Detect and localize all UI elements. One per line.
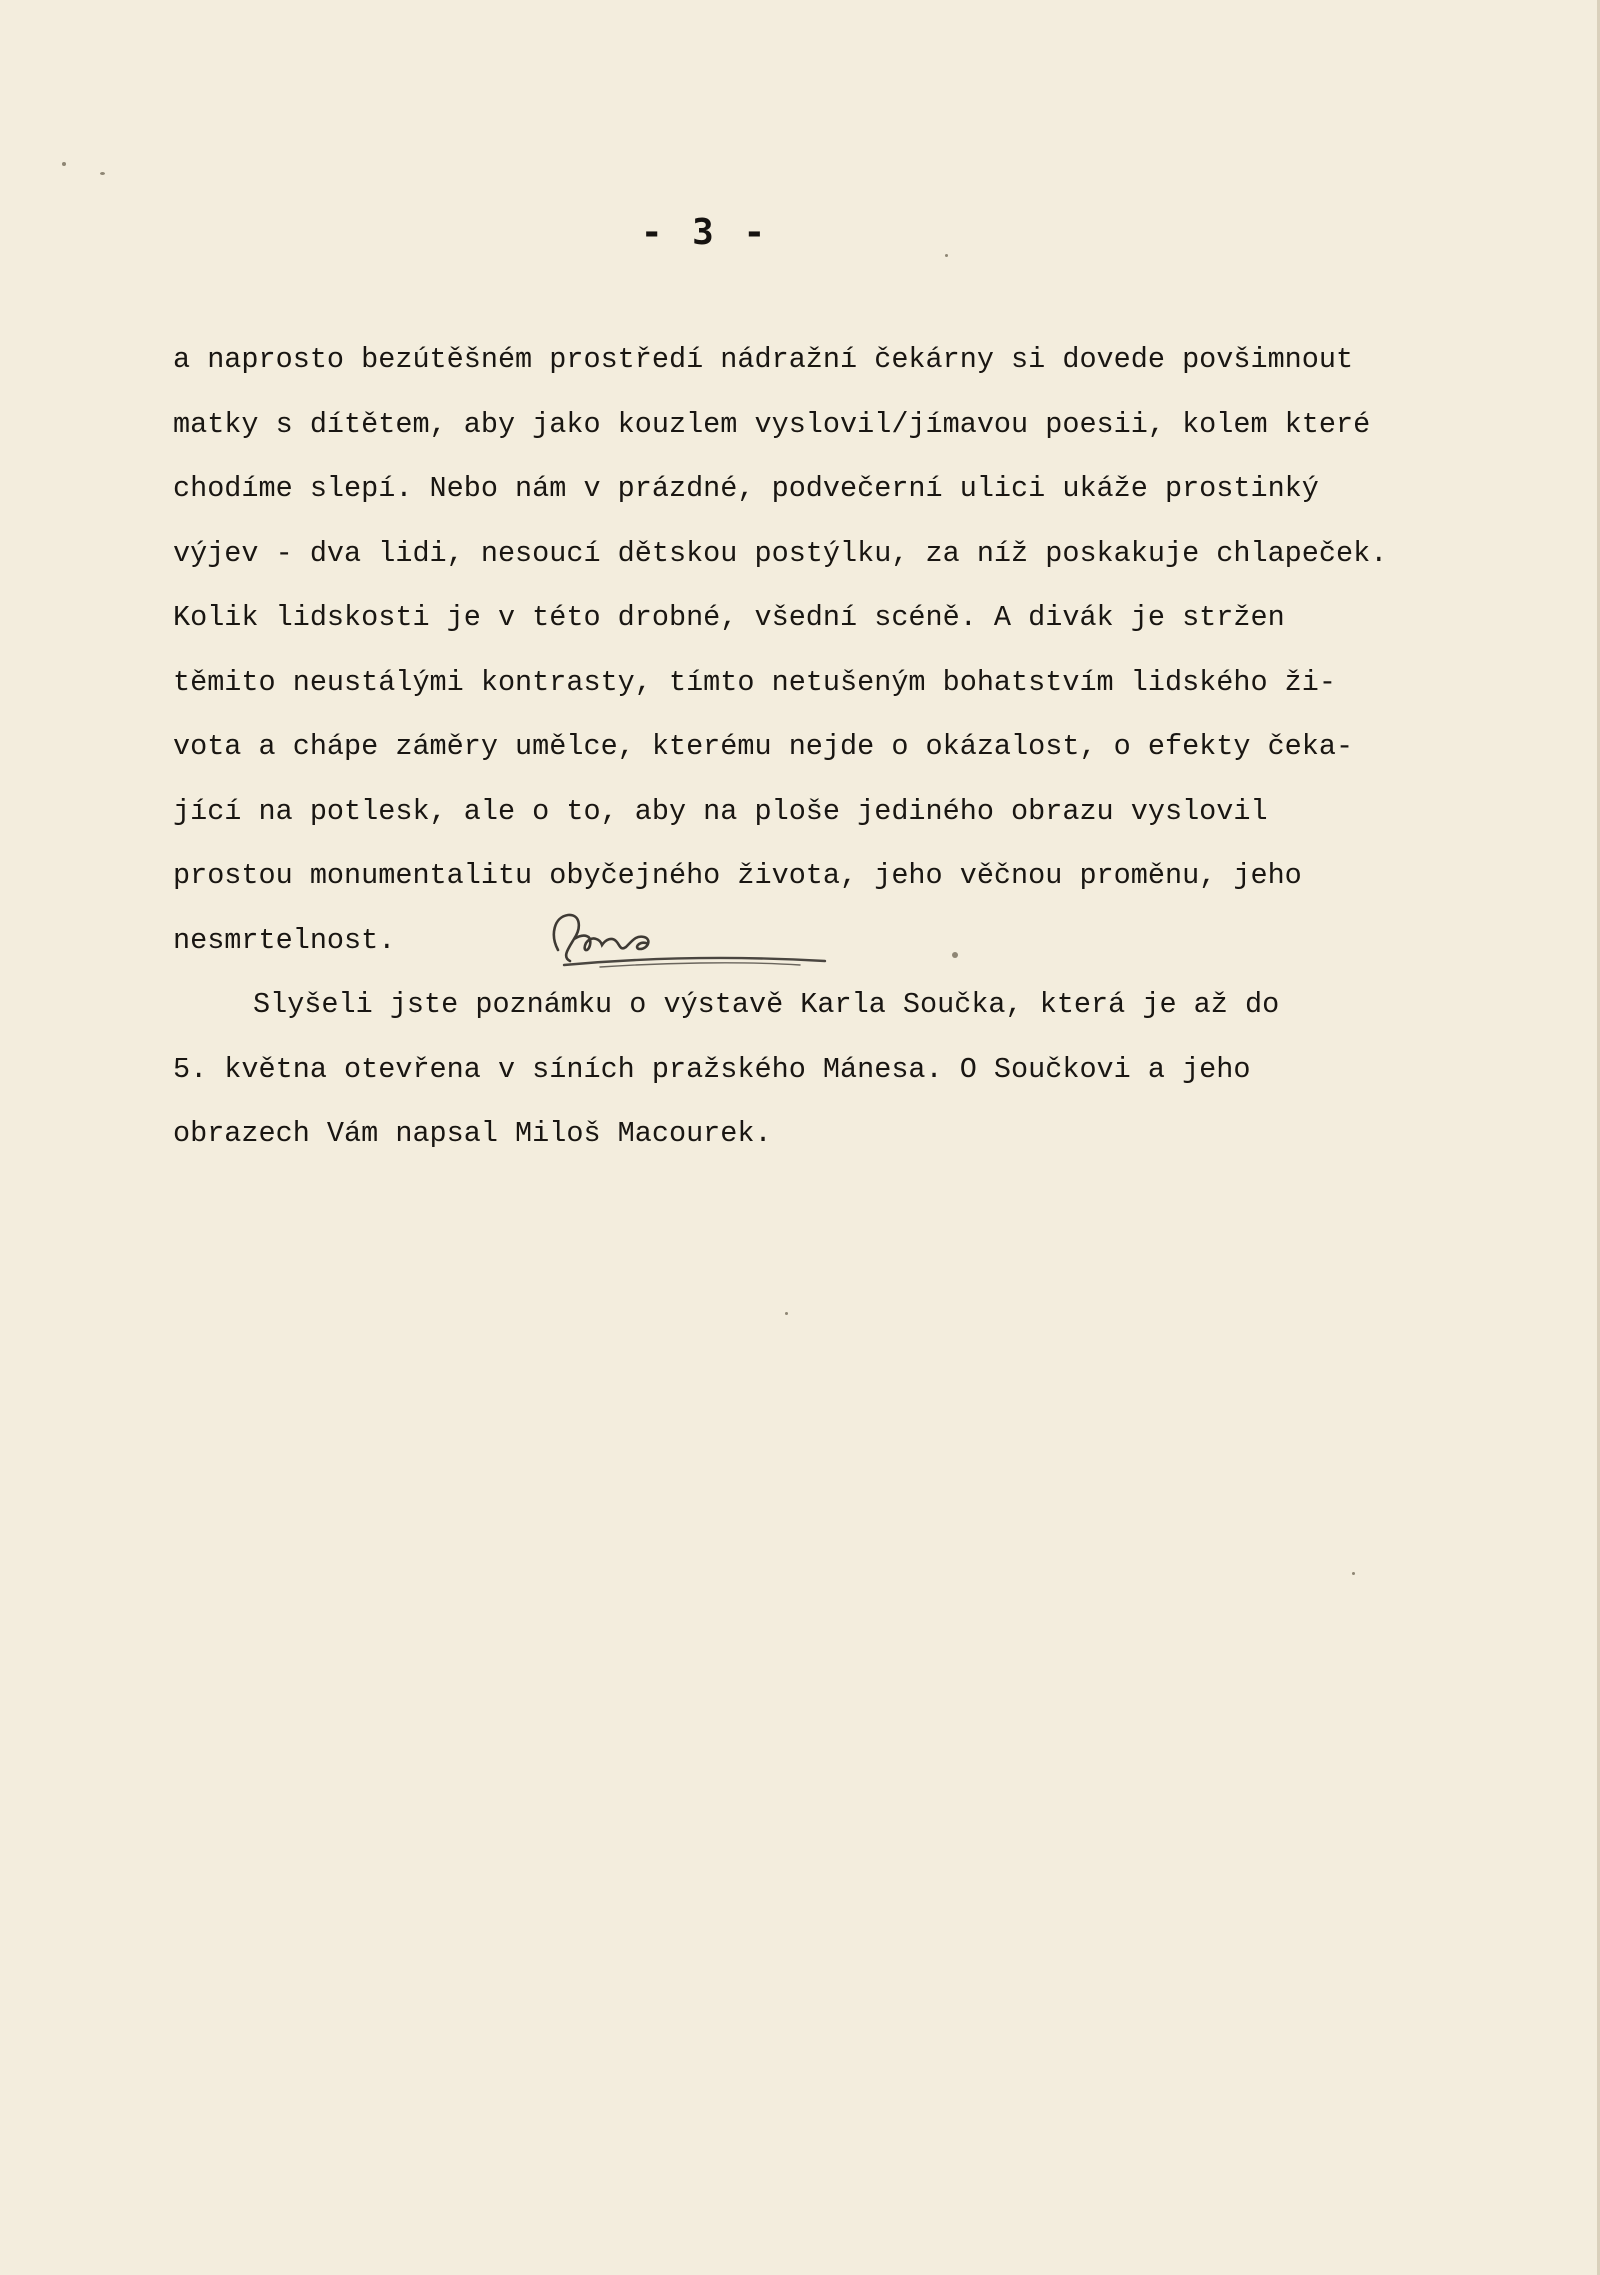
- text-line: těmito neustálými kontrasty, tímto netušeným bohatstvím lidského ži-: [173, 665, 1336, 699]
- paper-speck: [100, 172, 105, 175]
- paragraph-1: [173, 328, 1523, 973]
- text-line: Slyšeli jste poznámku o výstavě Karla Součka, která je až do: [253, 988, 1280, 1021]
- paper-speck: [952, 952, 958, 958]
- paragraph-2: [173, 973, 1523, 1167]
- paper-speck: [945, 254, 948, 257]
- text-line: 5. května otevřena v síních pražského Mánesa. O Součkovi a jeho: [173, 1052, 1251, 1086]
- text-line: chodíme slepí. Nebo nám v prázdné, podvečerní ulici ukáže prostinký: [173, 472, 1319, 505]
- text-line: nesmrtelnost.: [173, 923, 396, 957]
- text-line: vota a chápe záměry umělce, kterému nejde o okázalost, o efekty čeka-: [173, 730, 1354, 763]
- handwritten-signature: [540, 905, 840, 975]
- paper-speck: [62, 162, 66, 166]
- text-line: a naprosto bezútěšném prostředí nádražní čekárny si dovede povšimnout: [173, 343, 1354, 376]
- document-body: [173, 328, 1523, 1167]
- text-line: jící na potlesk, ale o to, aby na ploše jediného obrazu vyslovil: [173, 794, 1268, 828]
- text-line: obrazech Vám napsal Miloš Macourek.: [173, 1117, 772, 1150]
- text-line: prostou monumentalitu obyčejného života, jeho věčnou proměnu, jeho: [173, 859, 1302, 892]
- paper-speck: [1352, 1572, 1355, 1575]
- text-line: Kolik lidskosti je v této drobné, všední scéně. A divák je stržen: [173, 601, 1285, 634]
- page-number: - 3 -: [640, 212, 770, 253]
- text-line: výjev - dva lidi, nesoucí dětskou postýlku, za níž poskakuje chlapeček.: [173, 536, 1388, 570]
- paper-speck: [785, 1312, 788, 1315]
- text-line: matky s dítětem, aby jako kouzlem vyslovil/jímavou poesii, kolem které: [173, 407, 1371, 441]
